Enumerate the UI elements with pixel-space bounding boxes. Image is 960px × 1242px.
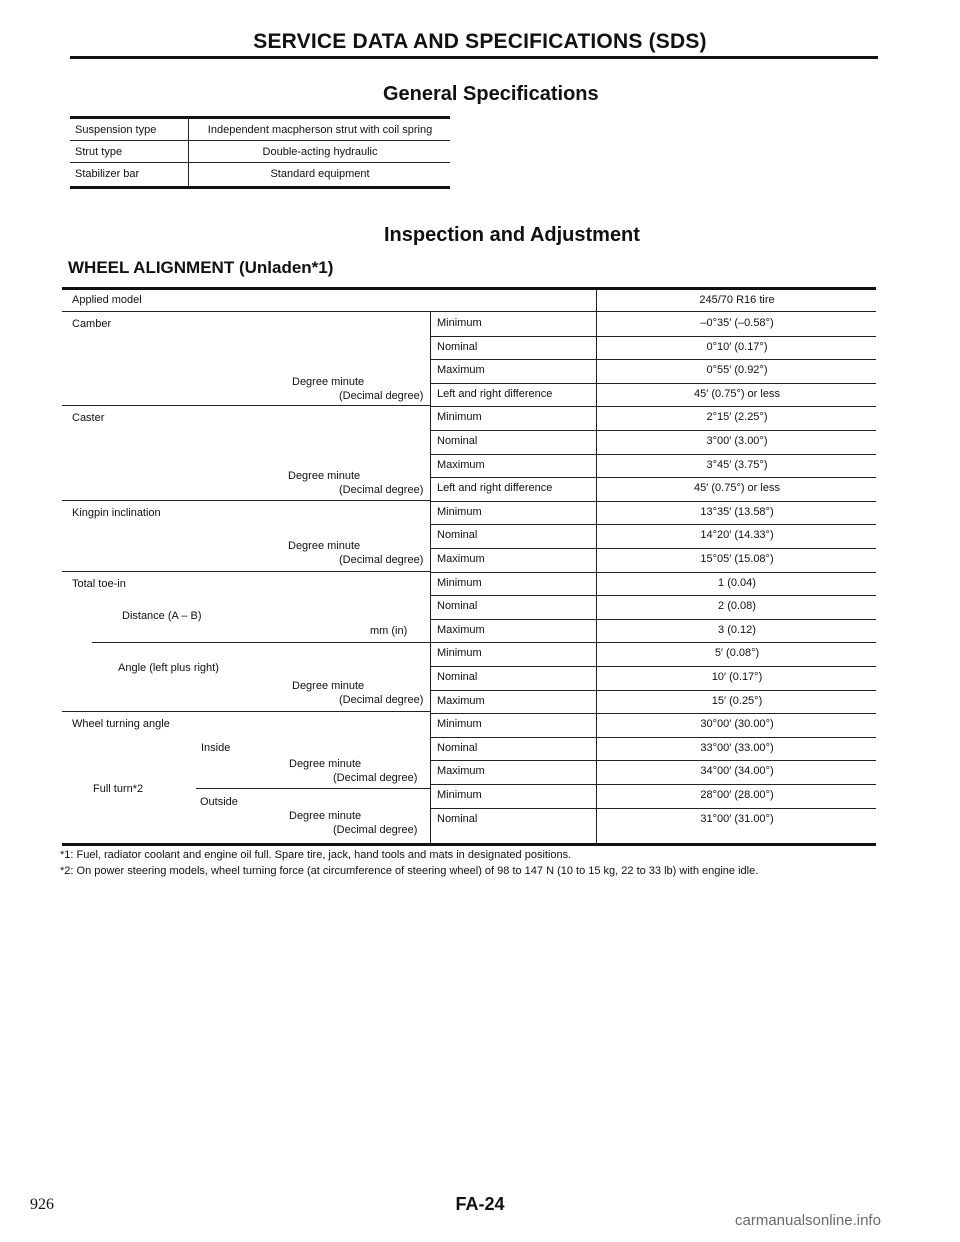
general-row-value: Standard equipment: [270, 168, 370, 180]
alignment-table-top-rule: [62, 287, 876, 290]
toe-angle-label: Angle (left plus right): [118, 662, 219, 674]
page-header-title: SERVICE DATA AND SPECIFICATIONS (SDS): [253, 30, 707, 53]
wheel-turning-angle-label: Wheel turning angle: [72, 718, 170, 730]
inspection-heading: Inspection and Adjustment: [384, 224, 640, 246]
watermark: carmanualsonline.info: [735, 1212, 881, 1229]
alignment-value: 13°35′ (13.58°): [700, 505, 774, 518]
row-rule: [430, 784, 876, 785]
general-row-label: Suspension type: [75, 124, 157, 136]
toe-subgroup-rule: [92, 642, 430, 643]
alignment-item-label: Minimum: [437, 505, 482, 518]
alignment-value: 30°00′ (30.00°): [700, 718, 774, 731]
alignment-item-label: Nominal: [437, 600, 478, 613]
alignment-value: 10′ (0.17°): [711, 671, 763, 683]
alignment-item-label: Minimum: [437, 411, 482, 424]
alignment-item-label: Maximum: [437, 765, 485, 778]
caster-decimal-degree-unit: (Decimal degree): [339, 484, 424, 496]
inside-decimal-degree-unit: (Decimal degree): [333, 772, 418, 784]
camber-degree-minute-unit: Degree minute: [292, 376, 365, 388]
general-row-value: Double-acting hydraulic: [262, 146, 378, 158]
alignment-value: 3°45′ (3.75°): [706, 458, 768, 471]
alignment-table-bottom-rule: [62, 843, 876, 846]
alignment-item-label: Left and right difference: [437, 482, 553, 495]
row-rule: [430, 524, 876, 525]
alignment-value: 33°00′ (33.00°): [700, 741, 774, 754]
row-rule: [430, 383, 876, 384]
group-rule: [62, 500, 430, 501]
row-rule: [430, 666, 876, 667]
page-number: 926: [30, 1196, 54, 1213]
kingpin-degree-minute-unit: Degree minute: [288, 540, 361, 552]
outside-label: Outside: [200, 796, 238, 808]
alignment-value: 15°05′ (15.08°): [700, 553, 774, 565]
kingpin-decimal-degree-unit: (Decimal degree): [339, 554, 424, 566]
alignment-item-label: Maximum: [437, 694, 485, 707]
group-rule: [62, 571, 430, 572]
row-rule: [430, 501, 876, 502]
alignment-item-label: Minimum: [437, 789, 482, 801]
toe-distance-label: Distance (A – B): [122, 610, 202, 622]
alignment-item-label: Minimum: [437, 317, 482, 329]
alignment-item-label: Minimum: [437, 576, 482, 589]
outside-degree-minute-unit: Degree minute: [289, 810, 362, 822]
group-rule: [62, 405, 430, 406]
row-rule: [430, 737, 876, 738]
alignment-value: 45′ (0.75°) or less: [694, 387, 780, 400]
row-rule: [430, 572, 876, 573]
alignment-value: 2°15′ (2.25°): [706, 411, 768, 424]
alignment-item-label: Maximum: [437, 458, 485, 471]
row-rule: [430, 642, 876, 643]
row-rule: [430, 454, 876, 455]
alignment-value: 15′ (0.25°): [711, 694, 763, 707]
row-rule: [430, 760, 876, 761]
alignment-value: 0°10′ (0.17°): [706, 340, 768, 353]
alignment-item-label: Nominal: [437, 812, 478, 825]
alignment-value: 1 (0.04): [718, 576, 756, 589]
row-rule: [430, 359, 876, 360]
alignment-item-label: Minimum: [437, 647, 482, 660]
alignment-value: 34°00′ (34.00°): [700, 765, 774, 778]
alignment-value: 3 (0.12): [718, 623, 756, 636]
caster-degree-minute-unit: Degree minute: [288, 470, 361, 482]
applied-model-value: 245/70 R16 tire: [699, 294, 775, 306]
row-rule: [430, 336, 876, 337]
general-specifications-heading: General Specifications: [383, 83, 599, 105]
alignment-value: 28°00′ (28.00°): [700, 789, 774, 801]
alignment-value: –0°35′ (–0.58°): [700, 317, 774, 329]
row-rule: [430, 430, 876, 431]
full-turn-label: Full turn*2: [93, 783, 144, 795]
footnote-1: *1: Fuel, radiator coolant and engine oil full. Spare tire, jack, hand tools and mats in designated positions.: [60, 849, 572, 861]
alignment-item-label: Maximum: [437, 364, 485, 377]
row-rule: [430, 477, 876, 478]
wheel-alignment-subheading: WHEEL ALIGNMENT (Unladen*1): [68, 258, 334, 277]
alignment-item-label: Nominal: [437, 529, 478, 542]
inside-degree-minute-unit: Degree minute: [289, 758, 362, 770]
general-row-label: Strut type: [75, 146, 123, 158]
camber-label: Camber: [72, 318, 112, 330]
caster-label: Caster: [72, 412, 105, 424]
alignment-item-label: Nominal: [437, 741, 478, 754]
camber-decimal-degree-unit: (Decimal degree): [339, 390, 424, 402]
alignment-item-label: Nominal: [437, 435, 478, 447]
alignment-value: 2 (0.08): [718, 600, 756, 613]
alignment-value: 45′ (0.75°) or less: [694, 482, 780, 495]
row-rule: [430, 690, 876, 691]
toe-mm-in-unit: mm (in): [370, 625, 408, 637]
total-toe-in-label: Total toe-in: [72, 578, 126, 590]
toe-decimal-degree-unit: (Decimal degree): [339, 694, 424, 706]
row-rule: [430, 406, 876, 407]
alignment-value: 31°00′ (31.00°): [700, 812, 774, 825]
toe-degree-minute-unit: Degree minute: [292, 680, 365, 692]
alignment-value: 0°55′ (0.92°): [706, 364, 768, 377]
alignment-item-label: Maximum: [437, 623, 485, 636]
applied-model-label: Applied model: [72, 294, 142, 306]
row-rule: [430, 548, 876, 549]
outside-decimal-degree-unit: (Decimal degree): [333, 824, 418, 836]
row-rule: [430, 713, 876, 714]
alignment-value: 3°00′ (3.00°): [706, 435, 768, 447]
alignment-value: 5′ (0.08°): [714, 647, 760, 660]
row-rule: [62, 311, 876, 312]
section-page-code: FA-24: [455, 1194, 505, 1214]
general-row-label: Stabilizer bar: [75, 168, 140, 180]
inside-label: Inside: [201, 742, 231, 754]
row-rule: [430, 808, 876, 809]
alignment-item-label: Nominal: [437, 671, 478, 683]
kingpin-inclination-label: Kingpin inclination: [72, 507, 161, 519]
alignment-item-label: Maximum: [437, 553, 485, 565]
alignment-item-label: Nominal: [437, 340, 478, 353]
general-row-value: Independent macpherson strut with coil spring: [207, 124, 433, 136]
row-rule: [430, 619, 876, 620]
turning-subgroup-rule: [196, 788, 430, 789]
group-rule: [62, 711, 430, 712]
row-rule: [430, 595, 876, 596]
alignment-item-label: Left and right difference: [437, 387, 553, 400]
alignment-value: 14°20′ (14.33°): [700, 529, 774, 542]
item-column-divider: [430, 312, 431, 843]
footnote-2: *2: On power steering models, wheel turning force (at circumference of steering wheel) of 98 to 147 N (10 to 15 kg, 22 to 33 lb) with engine idle.: [60, 865, 759, 877]
alignment-item-label: Minimum: [437, 718, 482, 731]
